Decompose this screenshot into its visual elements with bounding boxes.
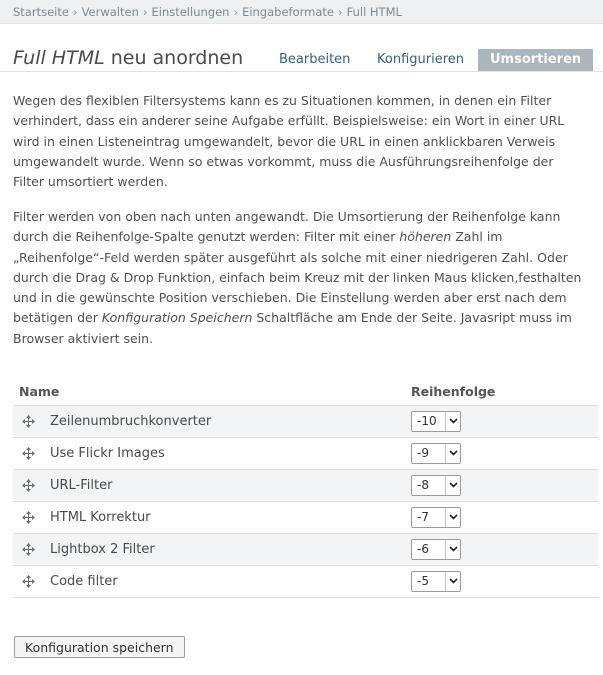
filter-name: Zeilenumbruchkonverter [43, 405, 411, 437]
filter-name: HTML Korrektur [43, 501, 411, 533]
chevron-down-icon [445, 572, 460, 591]
filter-order-table [13, 379, 598, 598]
weight-value: -10 [417, 414, 437, 428]
weight-value: -8 [417, 478, 429, 492]
help-text-part: Filter werden von oben nach unten angewandt. Die Umsortierung der Reihenfolge kann durch die Reihenfolge-Spalte genutzt werden: Filter mit einer [13, 209, 561, 245]
chevron-down-icon [445, 476, 460, 495]
help-text-emphasis: höheren [399, 229, 452, 245]
help-text-emphasis: Konfiguration Speichern [101, 310, 253, 326]
weight-select[interactable] [411, 571, 461, 592]
tab-bar [0, 49, 603, 71]
weight-select[interactable] [411, 475, 461, 496]
weight-cell [411, 469, 598, 501]
table-row [13, 469, 598, 501]
breadcrumb-link-eingabeformate[interactable]: Eingabeformate [242, 5, 334, 19]
drag-handle[interactable] [13, 533, 43, 565]
table-row [13, 437, 598, 469]
breadcrumb-separator: › [142, 5, 148, 19]
breadcrumb-separator: › [233, 5, 239, 19]
weight-cell [411, 533, 598, 565]
weight-value: -5 [417, 574, 429, 588]
tab-bearbeiten[interactable]: Bearbeiten [279, 52, 351, 67]
column-header-weight: Reihenfolge [411, 379, 598, 405]
page-title-suffix: neu anordnen [104, 47, 244, 69]
page-header [0, 24, 603, 72]
page-title-format-name: Full HTML [13, 47, 105, 69]
weight-select[interactable] [411, 411, 461, 432]
breadcrumb-link-startseite[interactable]: Startseite [13, 5, 69, 19]
help-text-part: Zahl im „Reihenfolge“-Feld werden später ausgeführt als solche mit einer niedrigeren Zahl. Oder durch die Drag & Drop Funktion, einfach beim Kreuz mit der linken Maus klicken,festhalten und in die gewünschte Position verschieben. Die Einstellung werden aber erst nach dem betätigen der [13, 229, 582, 326]
weight-cell [411, 437, 598, 469]
weight-value: -7 [417, 510, 429, 524]
save-configuration-button[interactable]: Konfiguration speichern [14, 636, 185, 658]
filter-name: Code filter [43, 565, 411, 597]
drag-move-icon[interactable] [22, 415, 35, 428]
table-row [13, 405, 598, 437]
weight-cell [411, 565, 598, 597]
tab-konfigurieren[interactable]: Konfigurieren [377, 52, 465, 67]
column-header-name: Name [13, 379, 411, 405]
weight-select[interactable] [411, 539, 461, 560]
table-header-row [13, 379, 598, 405]
breadcrumb-separator: › [72, 5, 78, 19]
table-row [13, 565, 598, 597]
weight-value: -6 [417, 542, 429, 556]
table-row [13, 501, 598, 533]
drag-move-icon[interactable] [22, 447, 35, 460]
breadcrumb-link-einstellungen[interactable]: Einstellungen [151, 5, 230, 19]
drag-handle[interactable] [13, 501, 43, 533]
help-text-part: Schaltfläche am Ende der Seite. Javasript muss im Browser aktiviert sein. [13, 310, 572, 346]
help-paragraph-2 [13, 207, 588, 349]
drag-move-icon[interactable] [22, 543, 35, 556]
drag-move-icon[interactable] [22, 479, 35, 492]
help-paragraph-1: Wegen des flexiblen Filtersystems kann es zu Situationen kommen, in denen ein Filter verhindert, dass ein anderer seine Aufgabe erfüllt. Beispielsweise: ein Wort in einer URL wird in einen Listeneintrag umgewandelt, bevor die URL in einen anklickbaren Verweis umgewandelt wurde. Wenn so etwas vorkommt, muss die Ausführungsreihenfolge der Filter umsortiert werden. [13, 93, 565, 190]
chevron-down-icon [445, 444, 460, 463]
weight-select[interactable] [411, 507, 461, 528]
breadcrumb-link-verwalten[interactable]: Verwalten [81, 5, 139, 19]
breadcrumb [0, 0, 603, 24]
filter-name: Lightbox 2 Filter [43, 533, 411, 565]
drag-handle[interactable] [13, 405, 43, 437]
breadcrumb-link-full-html[interactable]: Full HTML [346, 5, 402, 19]
chevron-down-icon [445, 508, 460, 527]
breadcrumb-separator: › [337, 5, 343, 19]
drag-move-icon[interactable] [22, 575, 35, 588]
table-row [13, 533, 598, 565]
chevron-down-icon [445, 540, 460, 559]
chevron-down-icon [445, 412, 460, 431]
weight-cell [411, 405, 598, 437]
drag-handle[interactable] [13, 469, 43, 501]
drag-move-icon[interactable] [22, 511, 35, 524]
filter-name: URL-Filter [43, 469, 411, 501]
drag-handle[interactable] [13, 565, 43, 597]
filter-name: Use Flickr Images [43, 437, 411, 469]
weight-select[interactable] [411, 443, 461, 464]
weight-cell [411, 501, 598, 533]
tab-umsortieren[interactable]: Umsortieren [478, 49, 593, 71]
weight-value: -9 [417, 446, 429, 460]
drag-handle[interactable] [13, 437, 43, 469]
